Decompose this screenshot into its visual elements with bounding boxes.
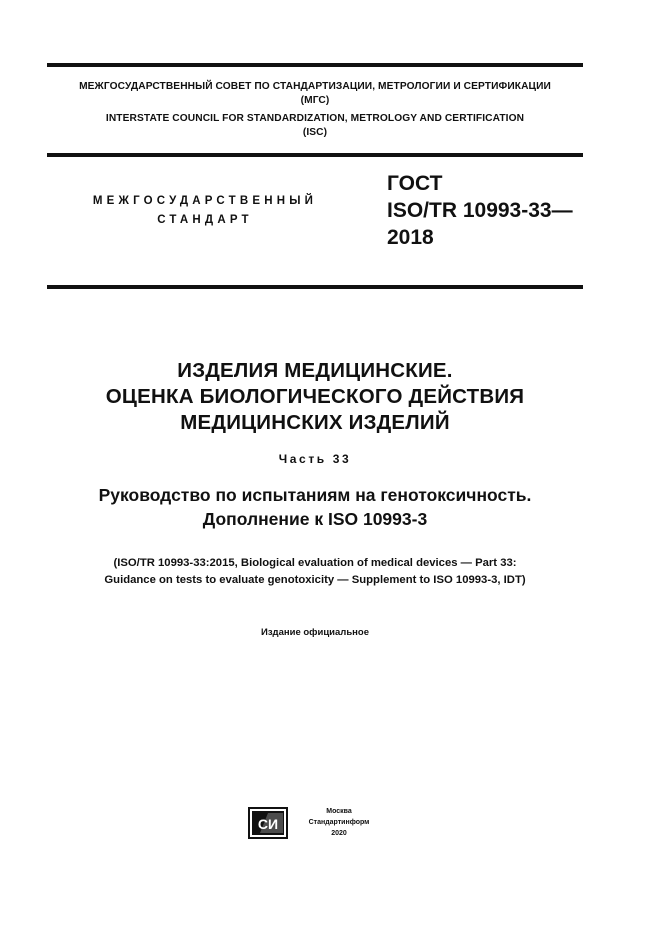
title-line1: ИЗДЕЛИЯ МЕДИЦИНСКИЕ.	[177, 359, 453, 382]
publisher-year: 2020	[331, 830, 347, 837]
publisher-name: Стандартинформ	[308, 819, 370, 826]
edition-note: Издание официальное	[261, 627, 369, 638]
publisher-block	[292, 806, 386, 839]
svg-text:СИ: СИ	[257, 816, 279, 832]
subtitle-line2: Дополнение к ISO 10993-3	[202, 509, 428, 529]
iso-reference-line1: (ISO/TR 10993-33:2015, Biological evaluation of medical devices — Part 33:	[113, 557, 517, 569]
council-ru-line1: МЕЖГОСУДАРСТВЕННЫЙ СОВЕТ ПО СТАНДАРТИЗАЦИИ, МЕТРОЛОГИИ И СЕРТИФИКАЦИИ	[79, 81, 551, 92]
designation-rule	[47, 285, 583, 289]
council-ru-abbrev: (МГС)	[300, 95, 330, 106]
gost-number: ISO/TR 10993-33—	[387, 199, 573, 222]
publisher-city: Москва	[326, 808, 352, 815]
iso-reference-line2: Guidance on tests to evaluate genotoxicity — Supplement to ISO 10993-3, IDT)	[104, 574, 526, 586]
standard-type-line1: МЕЖГОСУДАРСТВЕННЫЙ	[92, 195, 318, 207]
title-line2: ОЦЕНКА БИОЛОГИЧЕСКОГО ДЕЙСТВИЯ	[105, 385, 525, 408]
title-line3: МЕДИЦИНСКИХ ИЗДЕЛИЙ	[180, 411, 450, 434]
standard-type-line2: СТАНДАРТ	[157, 214, 253, 226]
council-en-line1: INTERSTATE COUNCIL FOR STANDARDIZATION, METROLOGY AND CERTIFICATION	[105, 113, 525, 124]
gost-label: ГОСТ	[387, 172, 443, 195]
council-en-abbrev: (ISC)	[302, 127, 328, 138]
standartinform-logo-icon	[248, 807, 288, 839]
header-rule	[47, 153, 583, 157]
gost-year: 2018	[387, 226, 434, 249]
part-number: Часть 33	[278, 452, 352, 466]
top-rule	[47, 63, 583, 67]
subtitle-line1: Руководство по испытаниям на генотоксичность.	[98, 485, 532, 505]
